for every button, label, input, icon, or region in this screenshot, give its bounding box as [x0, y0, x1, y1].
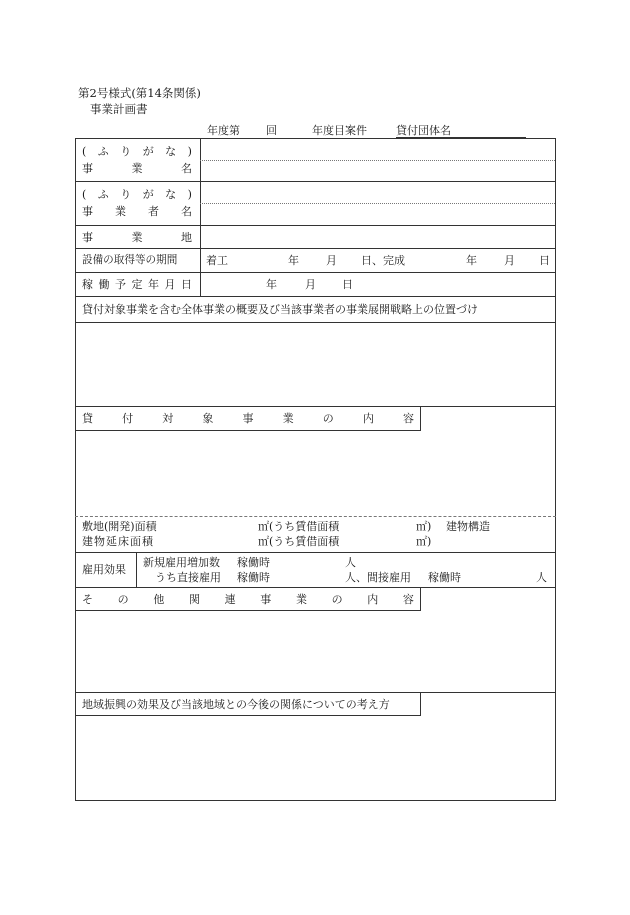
organization-label: 貸付団体名	[396, 124, 451, 137]
project-furigana-label: ( ふ り が な )	[82, 145, 192, 158]
end-month-label: 月	[504, 254, 515, 267]
indirect-hire-label: 人、間接雇用	[345, 571, 411, 584]
end-day-label: 日	[539, 254, 550, 267]
furigana-separator	[200, 160, 555, 161]
row-divider	[75, 248, 556, 249]
heading-box-bottom	[75, 610, 421, 611]
new-hire-persons-unit: 人	[345, 556, 356, 569]
overview-heading: 貸付対象事業を含む全体事業の概要及び当該事業者の事業展開戦略上の位置づけ	[82, 303, 478, 316]
end-year-label: 年	[466, 254, 477, 267]
site-area-unit: ㎡(うち賃借面積	[258, 520, 340, 533]
heading-box-right	[420, 587, 421, 610]
operation-date-label: 稼 働 予 定 年 月 日	[82, 278, 192, 291]
fiscal-year-label: 年度第	[207, 124, 240, 137]
completion-label: 日、完成	[361, 254, 405, 267]
floor-area-label: 建物延床面積	[82, 535, 154, 548]
site-area-label: 敷地(開発)面積	[82, 520, 157, 533]
operation-month-label: 月	[305, 278, 316, 291]
operation-day-label: 日	[342, 278, 353, 291]
row-divider	[75, 296, 556, 297]
construction-start-label: 着工	[206, 254, 228, 267]
start-month-label: 月	[326, 254, 337, 267]
dashed-divider	[75, 516, 556, 517]
row-divider	[75, 322, 556, 323]
frame-right	[555, 138, 556, 801]
frame-left	[75, 138, 76, 801]
frame-bottom	[75, 800, 556, 801]
heading-box-right	[420, 692, 421, 715]
project-name-label: 事 業 名	[82, 162, 192, 175]
row-divider	[75, 225, 556, 226]
building-structure-label: 建物構造	[446, 520, 490, 533]
row-divider	[75, 406, 556, 407]
loan-content-heading: 貸 付 対 象 事 業 の 内 容	[82, 412, 414, 425]
location-label: 事 業 地	[82, 231, 192, 244]
row-divider	[75, 692, 556, 693]
round-label: 回	[266, 124, 277, 137]
row-divider	[75, 272, 556, 273]
new-hire-label: 新規雇用増加数	[143, 556, 220, 569]
heading-box-bottom	[75, 715, 421, 716]
operator-furigana-label: ( ふ り が な )	[82, 188, 192, 201]
operation-year-label: 年	[266, 278, 277, 291]
direct-hire-at-operation-label: 稼働時	[237, 571, 270, 584]
floor-area-lease-unit: ㎡)	[416, 535, 432, 548]
row-divider	[75, 552, 556, 553]
employment-effect-label: 雇用効果	[82, 563, 126, 576]
document-title: 事業計画書	[90, 102, 148, 116]
indirect-at-operation-label: 稼働時	[428, 571, 461, 584]
form-number: 第2号様式(第14条関係)	[78, 86, 201, 100]
regional-effect-heading: 地域振興の効果及び当該地域との今後の関係についての考え方	[82, 698, 390, 711]
year-case-label: 年度目案件	[312, 124, 367, 137]
frame-top	[75, 138, 556, 139]
direct-hire-label: うち直接雇用	[155, 571, 221, 584]
row-divider	[75, 587, 556, 588]
heading-box-right	[420, 406, 421, 430]
furigana-separator	[200, 203, 555, 204]
operator-name-label: 事 業 者 名	[82, 205, 192, 218]
indirect-persons-unit: 人	[536, 571, 547, 584]
row-divider	[75, 181, 556, 182]
floor-area-unit: ㎡(うち賃借面積	[258, 535, 340, 548]
heading-box-bottom	[75, 430, 421, 431]
label-column-divider	[200, 138, 201, 296]
related-projects-heading: そ の 他 関 連 事 業 の 内 容	[82, 593, 414, 606]
start-year-label: 年	[288, 254, 299, 267]
site-area-lease-unit: ㎡)	[416, 520, 432, 533]
acquisition-period-label: 設備の取得等の期間	[82, 254, 178, 266]
new-hire-at-operation-label: 稼働時	[237, 556, 270, 569]
employment-label-divider	[136, 552, 137, 587]
